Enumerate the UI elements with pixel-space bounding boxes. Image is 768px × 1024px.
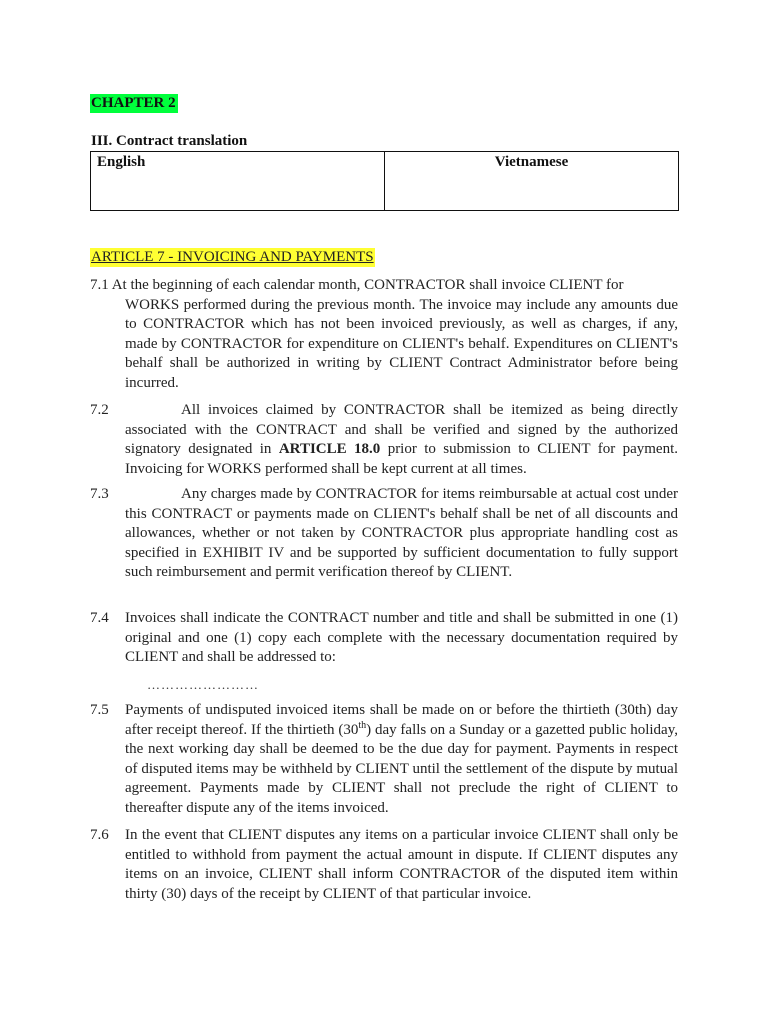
clause-body: WORKS performed during the previous month. The invoice may include any amounts due to CONTRACTOR which has not been invoiced previously, as well as charges, if any, made by CONTRACTOR for expenditure on CLIENT's behalf. Expenditures on CLIENT's behalf shall be authorized in writing by CLIENT Contract Administrator before being incurred.	[125, 296, 678, 391]
translation-table	[90, 151, 679, 211]
clause-text: Any charges made by CONTRACTOR for items reimbursable at actual cost under this CONTRACT or payments made on CLIENT's behalf shall be net of all discounts and allowances, whether or not taken by CONTRACTOR plus appropriate handling cost as specified in EXHIBIT IV and be supported by sufficient documentation to fully support such reimbursement and permit verification thereof by CLIENT.	[125, 486, 678, 581]
clause-text: prior to submission to CLIENT for payment. Invoicing for WORKS performed shall be kept current at all times.	[125, 441, 678, 477]
clause-7-1-text	[90, 276, 678, 394]
clause-body	[125, 401, 678, 479]
clause-body: In the event that CLIENT disputes any items on a particular invoice CLIENT shall only be entitled to withhold from payment the actual amount in dispute. If CLIENT disputes any items on an invoice, CLIENT shall inform CONTRACTOR of the disputed item within thirty (30) days of the receipt by CLIENT of that particular invoice.	[125, 827, 678, 902]
clause-number: 7.3	[90, 486, 109, 502]
clause-first-line: At the beginning of each calendar month, CONTRACTOR shall invoice CLIENT for	[111, 277, 624, 293]
clause-number: 7.6	[90, 827, 109, 843]
chapter-heading: CHAPTER 2	[91, 95, 176, 111]
vietnamese-column-header: Vietnamese	[385, 152, 679, 211]
clause-body	[125, 701, 678, 819]
clause-text: ) day falls on a Sunday or a gazetted public holiday, the next working day shall be deemed to be the due day for payment. Payments in respect of disputed items may be withheld by CLIENT until the settlement of the dispute by mutual agreement. Payments made by CLIENT shall not preclude the right of CLIENT to thereafter dispute any of the items invoiced.	[125, 721, 678, 816]
article-reference: ARTICLE 18.0	[278, 441, 381, 458]
address-placeholder: ……………………	[147, 677, 259, 692]
clause-number: 7.1	[90, 277, 109, 293]
clause-body: Invoices shall indicate the CONTRACT number and title and shall be submitted in one (1) original and one (1) copy each complete with the necessary documentation required by CLIENT and shall be addressed to:	[125, 610, 678, 666]
clause-body	[125, 485, 678, 583]
section-heading: III. Contract translation	[91, 133, 248, 149]
clause-text: All invoices claimed by CONTRACTOR shall be itemized as being directly associated with the CONTRACT and shall be verified and signed by the authorized signatory designated in	[125, 402, 678, 458]
clause-text: Payments of undisputed invoiced items shall be made on or before the thirtieth (30th) day after receipt thereof. If the thirtieth (30	[125, 702, 678, 738]
clause-number: 7.5	[90, 702, 109, 718]
article-heading: ARTICLE 7 - INVOICING AND PAYMENTS	[91, 249, 374, 265]
clause-number: 7.4	[90, 610, 109, 626]
english-column-header: English	[91, 152, 385, 211]
translation-table-row	[91, 152, 679, 211]
superscript: th	[358, 719, 367, 731]
clause-number: 7.2	[90, 402, 109, 418]
